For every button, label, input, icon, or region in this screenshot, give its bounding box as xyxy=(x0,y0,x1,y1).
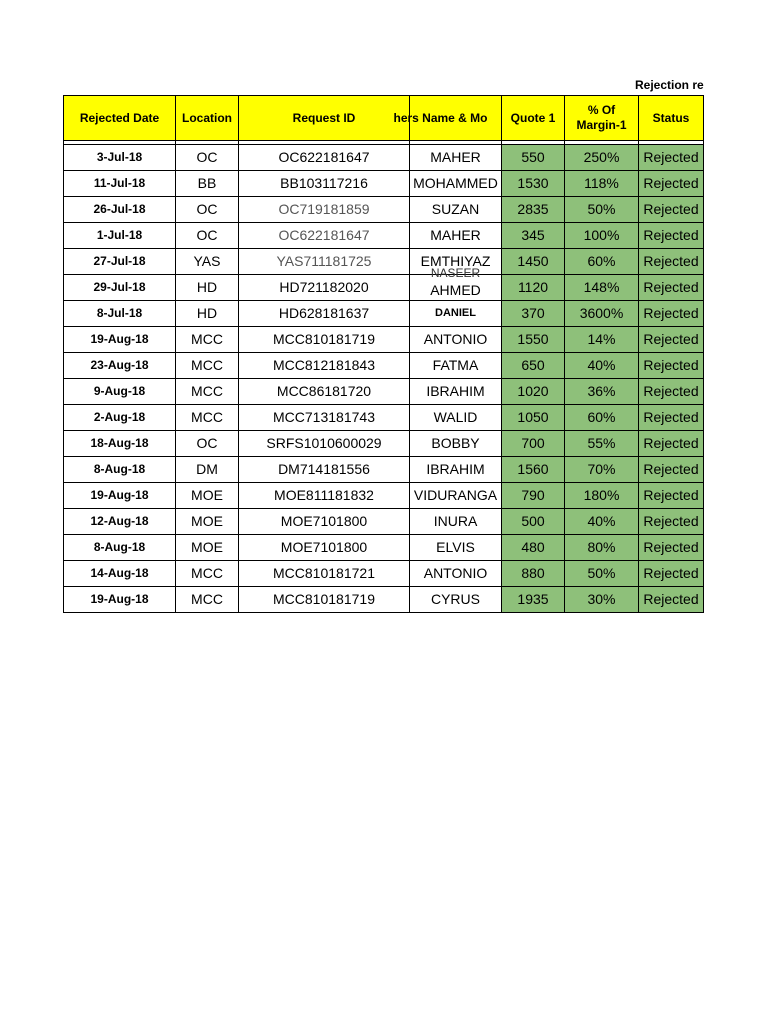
table-row[interactable] xyxy=(64,275,704,301)
margin-cell[interactable]: 36% xyxy=(565,379,639,405)
location-cell[interactable]: OC xyxy=(176,197,239,223)
status-cell[interactable]: Rejected xyxy=(639,327,704,353)
location-cell[interactable]: OC xyxy=(176,223,239,249)
margin-cell[interactable]: 100% xyxy=(565,223,639,249)
table-row[interactable] xyxy=(64,535,704,561)
quote-cell[interactable]: 650 xyxy=(502,353,565,379)
status-cell[interactable]: Rejected xyxy=(639,587,704,613)
request-id-cell[interactable]: DM714181556 xyxy=(239,457,410,483)
location-cell[interactable]: HD xyxy=(176,275,239,301)
request-id-cell[interactable]: YAS711181725 xyxy=(239,249,410,275)
margin-cell[interactable]: 3600% xyxy=(565,301,639,327)
status-cell[interactable]: Rejected xyxy=(639,197,704,223)
table-row[interactable] xyxy=(64,587,704,613)
location-cell[interactable]: MOE xyxy=(176,535,239,561)
name-stack xyxy=(410,266,501,300)
status-cell[interactable]: Rejected xyxy=(639,509,704,535)
name-cell[interactable]: MOHAMMED xyxy=(410,171,502,197)
status-cell[interactable]: Rejected xyxy=(639,275,704,301)
request-id-cell[interactable]: MCC810181721 xyxy=(239,561,410,587)
location-cell[interactable]: MCC xyxy=(176,379,239,405)
date-cell[interactable]: 18-Aug-18 xyxy=(64,431,176,457)
margin-cell[interactable]: 70% xyxy=(565,457,639,483)
table-row[interactable] xyxy=(64,353,704,379)
date-cell[interactable]: 2-Aug-18 xyxy=(64,405,176,431)
name-cell[interactable]: IBRAHIM xyxy=(410,379,502,405)
name-cell[interactable] xyxy=(410,266,502,301)
name-cell[interactable]: CYRUS xyxy=(410,587,502,613)
request-id-cell[interactable]: MCC810181719 xyxy=(239,587,410,613)
table-row[interactable] xyxy=(64,379,704,405)
name-cell[interactable]: IBRAHIM xyxy=(410,457,502,483)
date-cell[interactable]: 11-Jul-18 xyxy=(64,171,176,197)
quote-cell[interactable]: 1530 xyxy=(502,171,565,197)
quote-cell[interactable]: 700 xyxy=(502,431,565,457)
name-cell[interactable]: MAHER xyxy=(410,145,502,171)
name-cell[interactable]: ELVIS xyxy=(410,535,502,561)
header-margin[interactable]: % Of Margin-1 xyxy=(565,96,639,141)
date-cell[interactable]: 12-Aug-18 xyxy=(64,509,176,535)
name-text: AHMED xyxy=(430,282,481,298)
date-cell[interactable]: 1-Jul-18 xyxy=(64,223,176,249)
request-id-cell[interactable]: MOE7101800 xyxy=(239,509,410,535)
margin-cell[interactable]: 50% xyxy=(565,561,639,587)
date-cell[interactable]: 8-Aug-18 xyxy=(64,457,176,483)
margin-cell[interactable]: 40% xyxy=(565,509,639,535)
quote-cell[interactable]: 1550 xyxy=(502,327,565,353)
name-cell[interactable]: ANTONIO xyxy=(410,327,502,353)
quote-cell[interactable]: 1120 xyxy=(502,275,565,301)
request-id-cell[interactable]: MCC713181743 xyxy=(239,405,410,431)
status-cell[interactable]: Rejected xyxy=(639,379,704,405)
name-cell[interactable]: MAHER xyxy=(410,223,502,249)
quote-cell[interactable]: 1450 xyxy=(502,249,565,275)
date-cell[interactable]: 29-Jul-18 xyxy=(64,275,176,301)
name-cell[interactable]: SUZAN xyxy=(410,197,502,223)
name-cell[interactable]: ANTONIO xyxy=(410,561,502,587)
location-cell[interactable]: OC xyxy=(176,145,239,171)
location-cell[interactable]: MCC xyxy=(176,405,239,431)
margin-cell[interactable]: 250% xyxy=(565,145,639,171)
table-row[interactable] xyxy=(64,223,704,249)
status-cell[interactable]: Rejected xyxy=(639,301,704,327)
name-cell[interactable]: EMTHIYAZ xyxy=(410,249,502,275)
location-cell[interactable]: HD xyxy=(176,301,239,327)
quote-cell[interactable]: 2835 xyxy=(502,197,565,223)
margin-cell[interactable]: 60% xyxy=(565,249,639,275)
location-cell[interactable]: OC xyxy=(176,431,239,457)
table-row[interactable] xyxy=(64,509,704,535)
status-cell[interactable]: Rejected xyxy=(639,431,704,457)
table-row[interactable] xyxy=(64,457,704,483)
date-cell[interactable]: 3-Jul-18 xyxy=(64,145,176,171)
request-id-cell[interactable]: OC622181647 xyxy=(239,145,410,171)
request-id-cell[interactable]: SRFS1010600029 xyxy=(239,431,410,457)
table-row[interactable] xyxy=(64,405,704,431)
date-cell[interactable]: 19-Aug-18 xyxy=(64,587,176,613)
status-cell[interactable]: Rejected xyxy=(639,145,704,171)
date-cell[interactable]: 26-Jul-18 xyxy=(64,197,176,223)
status-cell[interactable]: Rejected xyxy=(639,483,704,509)
status-cell[interactable]: Rejected xyxy=(639,223,704,249)
request-id-cell[interactable]: BB103117216 xyxy=(239,171,410,197)
request-id-cell[interactable]: OC719181859 xyxy=(239,197,410,223)
header-customer-name-text: hers Name & Mo xyxy=(393,110,488,125)
name-cell[interactable]: WALID xyxy=(410,405,502,431)
request-id-cell[interactable]: HD628181637 xyxy=(239,301,410,327)
header-row xyxy=(64,96,704,141)
rejection-table xyxy=(63,95,704,613)
request-id-cell[interactable]: OC622181647 xyxy=(239,223,410,249)
quote-cell[interactable]: 790 xyxy=(502,483,565,509)
request-id-cell[interactable]: HD721182020 xyxy=(239,275,410,301)
margin-cell[interactable]: 14% xyxy=(565,327,639,353)
quote-cell[interactable]: 500 xyxy=(502,509,565,535)
location-cell[interactable]: BB xyxy=(176,171,239,197)
table-body xyxy=(64,141,704,613)
date-cell[interactable]: 27-Jul-18 xyxy=(64,249,176,275)
date-cell[interactable]: 9-Aug-18 xyxy=(64,379,176,405)
margin-cell[interactable]: 30% xyxy=(565,587,639,613)
date-cell[interactable]: 19-Aug-18 xyxy=(64,327,176,353)
status-cell[interactable]: Rejected xyxy=(639,457,704,483)
table-row[interactable] xyxy=(64,145,704,171)
date-cell[interactable]: 19-Aug-18 xyxy=(64,483,176,509)
table-row[interactable] xyxy=(64,327,704,353)
date-cell[interactable]: 14-Aug-18 xyxy=(64,561,176,587)
status-cell[interactable]: Rejected xyxy=(639,561,704,587)
margin-cell[interactable]: 50% xyxy=(565,197,639,223)
table-row[interactable] xyxy=(64,249,704,275)
location-cell[interactable]: MOE xyxy=(176,509,239,535)
status-cell[interactable]: Rejected xyxy=(639,353,704,379)
location-cell[interactable]: DM xyxy=(176,457,239,483)
request-id-cell[interactable]: MOE7101800 xyxy=(239,535,410,561)
header-customer-name[interactable] xyxy=(393,96,502,141)
header-status[interactable]: Status xyxy=(639,96,704,141)
quote-cell[interactable]: 1020 xyxy=(502,379,565,405)
location-cell[interactable]: MCC xyxy=(176,587,239,613)
date-cell[interactable]: 23-Aug-18 xyxy=(64,353,176,379)
table-row[interactable] xyxy=(64,431,704,457)
quote-cell[interactable]: 370 xyxy=(502,301,565,327)
date-cell[interactable]: 8-Aug-18 xyxy=(64,535,176,561)
table-row[interactable] xyxy=(64,483,704,509)
margin-cell[interactable]: 148% xyxy=(565,275,639,301)
status-cell[interactable]: Rejected xyxy=(639,249,704,275)
margin-cell[interactable]: 60% xyxy=(565,405,639,431)
header-quote1[interactable]: Quote 1 xyxy=(502,96,565,141)
quote-cell[interactable]: 1560 xyxy=(502,457,565,483)
location-cell[interactable]: MCC xyxy=(176,327,239,353)
date-cell[interactable]: 8-Jul-18 xyxy=(64,301,176,327)
name-cell[interactable]: INURA xyxy=(410,509,502,535)
margin-cell[interactable]: 40% xyxy=(565,353,639,379)
location-cell[interactable]: YAS xyxy=(176,249,239,275)
header-customer-name-wrap xyxy=(393,110,501,126)
request-id-cell[interactable]: MOE811181832 xyxy=(239,483,410,509)
name-cell[interactable]: FATMA xyxy=(410,353,502,379)
location-cell[interactable]: MCC xyxy=(176,561,239,587)
quote-cell[interactable]: 880 xyxy=(502,561,565,587)
location-cell[interactable]: MCC xyxy=(176,353,239,379)
table-row[interactable] xyxy=(64,197,704,223)
margin-cell[interactable]: 118% xyxy=(565,171,639,197)
name-cell[interactable]: BOBBY xyxy=(410,431,502,457)
status-cell[interactable]: Rejected xyxy=(639,171,704,197)
header-request-id[interactable]: Request ID xyxy=(239,96,410,141)
request-id-cell[interactable]: MCC810181719 xyxy=(239,327,410,353)
margin-cell[interactable]: 55% xyxy=(565,431,639,457)
table-row[interactable] xyxy=(64,171,704,197)
quote-cell[interactable]: 550 xyxy=(502,145,565,171)
quote-cell[interactable]: 480 xyxy=(502,535,565,561)
quote-cell[interactable]: 345 xyxy=(502,223,565,249)
name-cell[interactable]: VIDURANGA xyxy=(410,483,502,509)
header-location[interactable]: Location xyxy=(176,96,239,141)
table-row[interactable] xyxy=(64,301,704,327)
name-cell[interactable]: DANIEL xyxy=(410,301,502,327)
status-cell[interactable]: Rejected xyxy=(639,405,704,431)
request-id-cell[interactable]: MCC812181843 xyxy=(239,353,410,379)
table-row[interactable] xyxy=(64,561,704,587)
status-cell[interactable]: Rejected xyxy=(639,535,704,561)
quote-cell[interactable]: 1050 xyxy=(502,405,565,431)
name-overflow-text: NASEER xyxy=(430,266,481,280)
margin-cell[interactable]: 80% xyxy=(565,535,639,561)
request-id-cell[interactable]: MCC86181720 xyxy=(239,379,410,405)
margin-cell[interactable]: 180% xyxy=(565,483,639,509)
header-rejected-date[interactable]: Rejected Date xyxy=(64,96,176,141)
report-title: Rejection re xyxy=(635,78,704,92)
location-cell[interactable]: MOE xyxy=(176,483,239,509)
quote-cell[interactable]: 1935 xyxy=(502,587,565,613)
